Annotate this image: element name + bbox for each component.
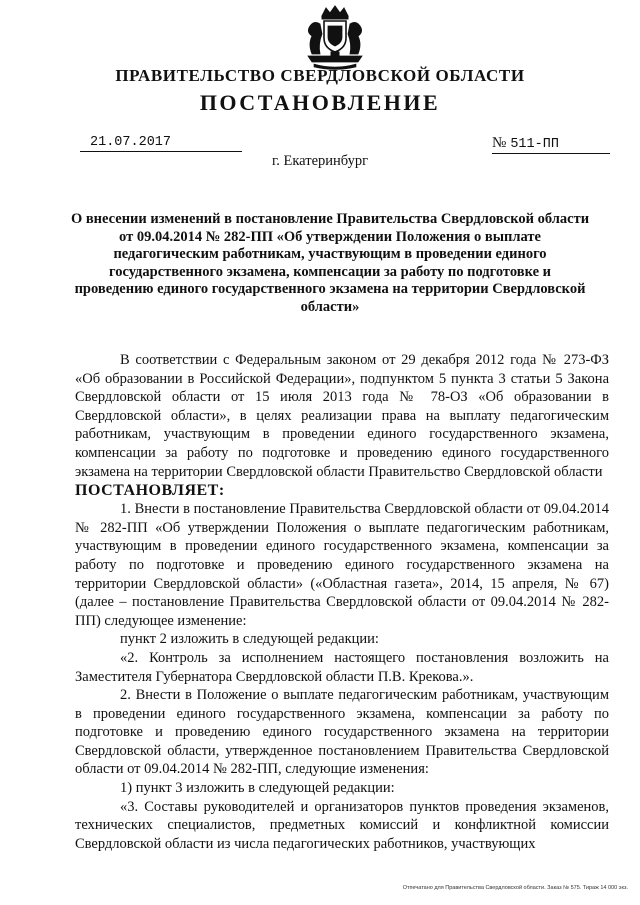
print-footer: Отпечатано для Правительства Свердловской области. Заказ № 575. Тираж 14 000 экз. — [402, 885, 628, 891]
body-paragraph: пункт 2 изложить в следующей редакции: — [120, 631, 379, 648]
number-sign: № — [492, 135, 507, 151]
document-subject: О внесении изменений в постановление Правительства Свердловской области от 09.04.2014 № 282-ПП «Об утверждении Положения о выплате педагогическим работникам, участвующим в проведении единого государственного экзамена, компенсации за работу по подготовке и проведению единого государственного экзамена на территории Свердловской области» — [70, 211, 590, 315]
coat-of-arms-emblem — [300, 4, 370, 70]
resolves-heading: ПОСТАНОВЛЯЕТ: — [75, 482, 225, 500]
document-city: г. Екатеринбург — [271, 153, 369, 169]
document-number-field — [492, 135, 610, 154]
body-paragraph: «3. Составы руководителей и организаторов пунктов проведения экзаменов, технических специалистов, предметных комиссий и конфликтной комиссии Свердловской области из числа педагогических работников, участвующих — [75, 798, 609, 852]
body-paragraph: 1. Внести в постановление Правительства Свердловской области от 09.04.2014 № 282-ПП «Об утверждении Положения о выплате педагогическим работникам, участвующим в проведении единого государственного экзамена, компенсации за работу по подготовке и проведению единого государственного экзамена на территории Свердловской области» («Областная газета», 2014, 15 апреля, № 67) (далее – постановление Правительства Свердловской области от 09.04.2014 № 282-ПП) следующее изменение: — [75, 501, 609, 629]
body-paragraph: «2. Контроль за исполнением настоящего постановления возложить на Заместителя Губернатора Свердловской области П.В. Крекова.». — [75, 649, 609, 685]
preamble-paragraph: В соответствии с Федеральным законом от 29 декабря 2012 года № 273-ФЗ «Об образовании в Российской Федерации», подпунктом 5 пункта 3 статьи 5 Закона Свердловской области от 15 июля 2013 года № 78-ОЗ «Об образовании в Свердловской области», в целях реализации права на выплату педагогическим работникам, участвующим в проведении единого государственного экзамена, компенсации за работу по подготовке и проведению единого государственного экзамена на территории Свердловской области Правительство Свердловской области — [75, 352, 609, 480]
document-number: 511-ПП — [510, 137, 559, 152]
body-paragraph: 1) пункт 3 изложить в следующей редакции: — [120, 780, 395, 797]
document-type-title: ПОСТАНОВЛЕНИЕ — [199, 90, 441, 115]
document-body — [75, 351, 609, 853]
body-paragraph: 2. Внести в Положение о выплате педагогическим работникам, участвующим в проведении единого государственного экзамена, компенсации за работу по подготовке и проведению единого государственного экзамена на территории Свердловской области, утвержденное постановлением Правительства Свердловской области от 09.04.2014 № 282-ПП, следующие изменения: — [75, 687, 609, 778]
government-title: ПРАВИТЕЛЬСТВО СВЕРДЛОВСКОЙ ОБЛАСТИ — [115, 66, 525, 85]
document-date: 21.07.2017 — [80, 135, 242, 152]
